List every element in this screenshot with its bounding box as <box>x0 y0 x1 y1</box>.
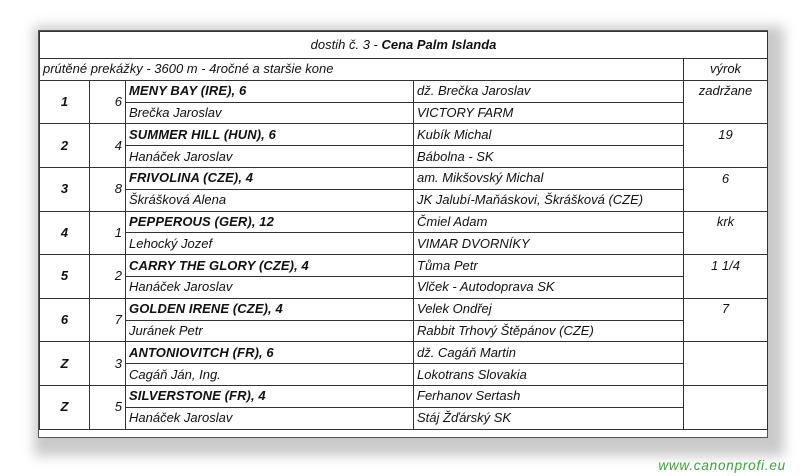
result-margin: 7 <box>684 298 768 320</box>
horse-name: CARRY THE GLORY (CZE), 4 <box>126 255 414 277</box>
result-row <box>40 298 768 320</box>
horse-name: PEPPEROUS (GER), 12 <box>126 211 414 233</box>
result-margin-blank <box>684 189 768 211</box>
place-cell: 2 <box>40 124 90 168</box>
number-cell: 3 <box>90 342 126 386</box>
watermark: www.canonprofi.eu <box>658 458 786 473</box>
number-cell: 1 <box>90 211 126 255</box>
result-subrow <box>40 364 768 386</box>
race-title-prefix: dostih č. 3 - <box>310 37 382 52</box>
result-margin-blank <box>684 146 768 168</box>
jockey-name: am. Mikšovský Michal <box>414 167 684 189</box>
result-margin-blank <box>684 407 768 429</box>
result-subrow <box>40 276 768 298</box>
horse-name: SUMMER HILL (HUN), 6 <box>126 124 414 146</box>
jockey-name: Velek Ondřej <box>414 298 684 320</box>
result-subrow <box>40 233 768 255</box>
result-subrow <box>40 102 768 124</box>
number-cell: 4 <box>90 124 126 168</box>
trainer-name: Hanáček Jaroslav <box>126 407 414 429</box>
horse-name: ANTONIOVITCH (FR), 6 <box>126 342 414 364</box>
result-margin: 6 <box>684 167 768 189</box>
number-cell: 6 <box>90 80 126 124</box>
result-row <box>40 385 768 407</box>
owner-name: VICTORY FARM <box>414 102 684 124</box>
owner-name: Lokotrans Slovakia <box>414 364 684 386</box>
jockey-name: dž. Cagáň Martin <box>414 342 684 364</box>
horse-name: SILVERSTONE (FR), 4 <box>126 385 414 407</box>
subheader-row <box>40 59 768 81</box>
result-margin-blank <box>684 102 768 124</box>
result-margin: zadržane <box>684 80 768 102</box>
result-margin-blank <box>684 276 768 298</box>
owner-name: JK Jalubí-Maňáskovi, Škrášková (CZE) <box>414 189 684 211</box>
trainer-name: Hanáček Jaroslav <box>126 276 414 298</box>
result-row <box>40 167 768 189</box>
result-row <box>40 342 768 364</box>
owner-name: Vlček - Autodoprava SK <box>414 276 684 298</box>
place-cell: 6 <box>40 298 90 342</box>
jockey-name: Kubík Michal <box>414 124 684 146</box>
result-subrow <box>40 407 768 429</box>
result-margin <box>684 385 768 407</box>
result-row <box>40 211 768 233</box>
place-cell: Z <box>40 342 90 386</box>
place-cell: 4 <box>40 211 90 255</box>
number-cell: 5 <box>90 385 126 429</box>
place-cell: 3 <box>40 167 90 211</box>
race-title-name: Cena Palm Islanda <box>381 37 497 52</box>
trainer-name: Škrášková Alena <box>126 189 414 211</box>
result-subrow <box>40 146 768 168</box>
number-cell: 8 <box>90 167 126 211</box>
trainer-name: Juránek Petr <box>126 320 414 342</box>
jockey-name: Ferhanov Sertash <box>414 385 684 407</box>
trainer-name: Hanáček Jaroslav <box>126 146 414 168</box>
owner-name: Bábolna - SK <box>414 146 684 168</box>
result-subrow <box>40 320 768 342</box>
number-cell: 7 <box>90 298 126 342</box>
result-margin-blank <box>684 320 768 342</box>
result-subrow <box>40 189 768 211</box>
result-margin: 1 1/4 <box>684 255 768 277</box>
result-row <box>40 255 768 277</box>
title-row <box>40 32 768 59</box>
place-cell: Z <box>40 385 90 429</box>
result-margin: krk <box>684 211 768 233</box>
result-header: výrok <box>684 59 768 81</box>
trainer-name: Cagáň Ján, Ing. <box>126 364 414 386</box>
place-cell: 5 <box>40 255 90 299</box>
result-row <box>40 80 768 102</box>
horse-name: MENY BAY (IRE), 6 <box>126 80 414 102</box>
horse-name: FRIVOLINA (CZE), 4 <box>126 167 414 189</box>
jockey-name: dž. Brečka Jaroslav <box>414 80 684 102</box>
race-conditions: prútěné prekážky - 3600 m - 4ročné a staršie kone <box>40 59 684 81</box>
result-margin: 19 <box>684 124 768 146</box>
trainer-name: Brečka Jaroslav <box>126 102 414 124</box>
horse-name: GOLDEN IRENE (CZE), 4 <box>126 298 414 320</box>
result-margin-blank <box>684 364 768 386</box>
result-margin <box>684 342 768 364</box>
place-cell: 1 <box>40 80 90 124</box>
trainer-name: Lehocký Jozef <box>126 233 414 255</box>
result-row <box>40 124 768 146</box>
jockey-name: Tůma Petr <box>414 255 684 277</box>
jockey-name: Čmiel Adam <box>414 211 684 233</box>
results-sheet <box>38 30 768 438</box>
race-title <box>40 32 768 59</box>
owner-name: Stáj Žďárský SK <box>414 407 684 429</box>
result-margin-blank <box>684 233 768 255</box>
number-cell: 2 <box>90 255 126 299</box>
results-table <box>39 31 768 430</box>
owner-name: VIMAR DVORNÍKY <box>414 233 684 255</box>
owner-name: Rabbit Trhový Štěpánov (CZE) <box>414 320 684 342</box>
